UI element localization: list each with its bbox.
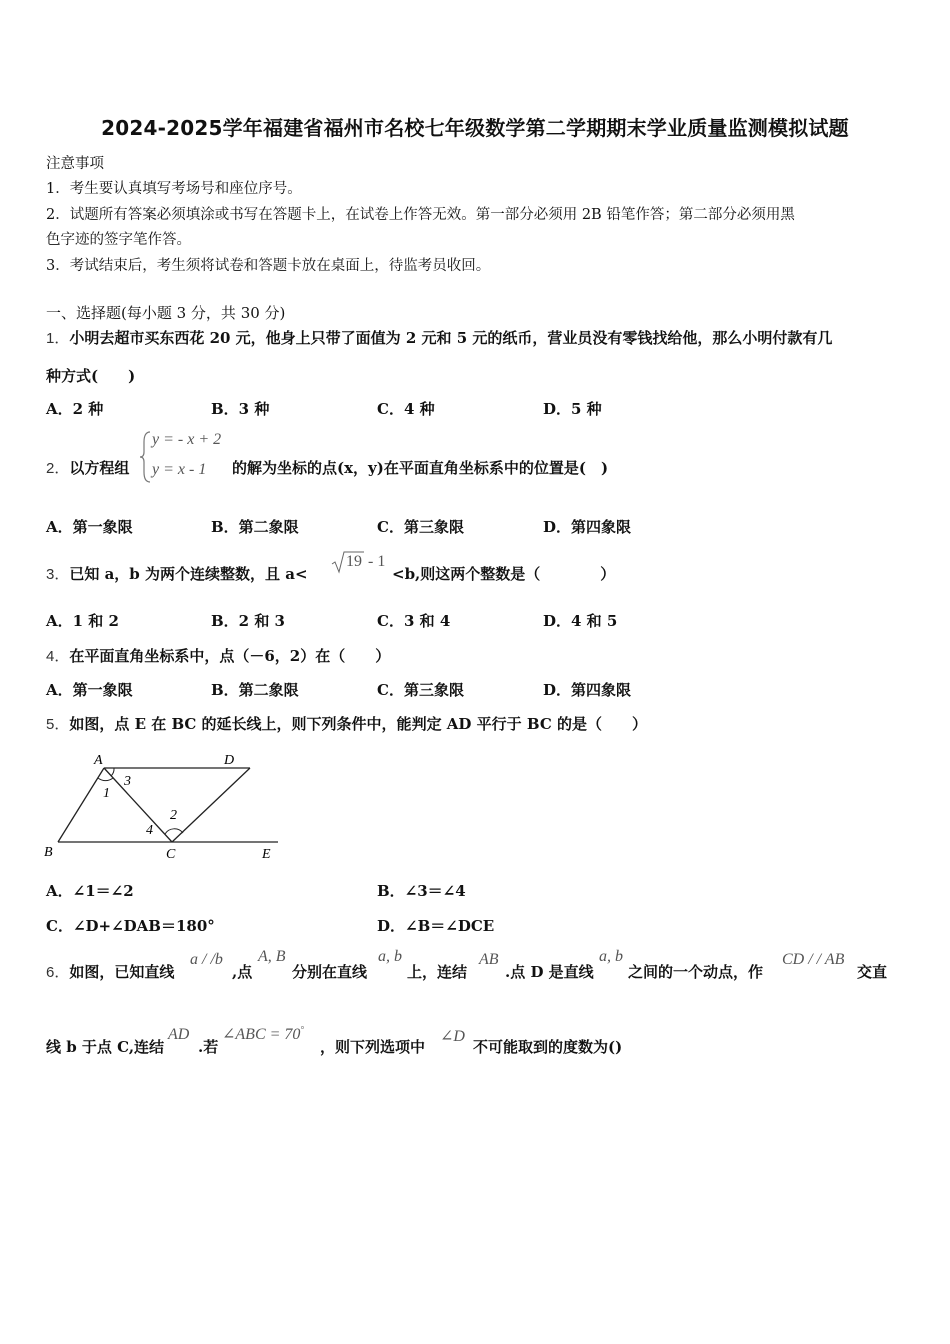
line-CD bbox=[172, 768, 250, 842]
question-1 bbox=[46, 327, 832, 348]
label-E: E bbox=[262, 847, 271, 862]
question-3 bbox=[46, 563, 308, 584]
q6-text-11: 不可能取到的度数为() bbox=[473, 1038, 623, 1056]
parallelogram-figure bbox=[40, 745, 290, 865]
question-2-pre: 以方程组 bbox=[69, 459, 130, 477]
q2-option-c[interactable]: C．第三象限 bbox=[377, 518, 464, 536]
degree-sign: ° bbox=[300, 1024, 305, 1035]
label-angle-3: 3 bbox=[124, 774, 131, 789]
question-number: 6． bbox=[46, 964, 70, 981]
arc-angle-3 bbox=[111, 768, 114, 776]
q3-option-c[interactable]: C．3 和 4 bbox=[377, 612, 451, 630]
q1-option-a[interactable]: A．2 种 bbox=[46, 400, 104, 418]
q6-math-angle-ABC-value: ∠ABC = 70 bbox=[222, 1026, 301, 1043]
question-6 bbox=[46, 961, 174, 982]
q1-option-b[interactable]: B．3 种 bbox=[211, 400, 270, 418]
arc-angle-2-4 bbox=[165, 829, 183, 834]
question-2-post: 的解为坐标的点(x，y)在平面直角坐标系中的位置是( ) bbox=[232, 459, 609, 477]
question-5-text: 如图，点 E 在 BC 的延长线上，则下列条件中，能判定 AD 平行于 BC 的是（ ） bbox=[69, 715, 647, 733]
q6-math-CD-parallel-AB: CD / / AB bbox=[782, 951, 845, 968]
q3-option-d[interactable]: D．4 和 5 bbox=[543, 612, 618, 630]
q6-text-5: .点 D 是直线 bbox=[505, 963, 594, 981]
q6-math-AB-points: A, B bbox=[258, 948, 286, 965]
q2-option-a[interactable]: A．第一象限 bbox=[46, 518, 133, 536]
q4-option-d[interactable]: D．第四象限 bbox=[543, 681, 632, 699]
label-D: D bbox=[224, 753, 235, 768]
q6-text-1: 如图，已知直线 bbox=[69, 963, 175, 981]
notice-item-2b: 色字迹的签字笔作答。 bbox=[46, 232, 191, 248]
q6-text-10: ，则下列选项中 bbox=[320, 1038, 426, 1056]
q2-option-b[interactable]: B．第二象限 bbox=[211, 518, 299, 536]
question-2 bbox=[46, 457, 129, 478]
q4-option-a[interactable]: A．第一象限 bbox=[46, 681, 133, 699]
question-number: 3． bbox=[46, 566, 70, 583]
q6-math-a-parallel-b: a / /b bbox=[190, 951, 223, 968]
question-5 bbox=[46, 713, 647, 734]
label-angle-4: 4 bbox=[146, 823, 153, 838]
equation-1: y = - x + 2 bbox=[152, 431, 222, 448]
q5-option-d[interactable]: D．∠B＝∠DCE bbox=[377, 917, 495, 935]
q6-math-angle-ABC bbox=[222, 1024, 304, 1044]
q1-option-d[interactable]: D．5 种 bbox=[543, 400, 602, 418]
notice-item-1: 1．考生要认真填写考场号和座位序号。 bbox=[46, 181, 302, 197]
q6-text-4: 上，连结 bbox=[407, 963, 468, 981]
label-angle-2: 2 bbox=[170, 808, 177, 823]
q6-text-8: 线 b 于点 C,连结 bbox=[46, 1038, 165, 1056]
line-AB bbox=[58, 768, 104, 842]
sqrt-minus-one: - 1 bbox=[368, 553, 386, 570]
question-number: 5． bbox=[46, 716, 70, 733]
question-4 bbox=[46, 645, 390, 666]
label-C: C bbox=[166, 847, 176, 862]
q6-text-7: 交直 bbox=[857, 963, 888, 981]
q6-text-9: .若 bbox=[198, 1038, 219, 1056]
label-B: B bbox=[44, 845, 53, 860]
label-angle-1: 1 bbox=[103, 786, 110, 801]
q6-math-ab-lines: a, b bbox=[378, 948, 402, 965]
section-heading: 一、选择题(每小题 3 分，共 30 分) bbox=[46, 304, 286, 322]
question-3-post: <b,则这两个整数是（ ） bbox=[392, 565, 616, 583]
arc-angle-1 bbox=[98, 778, 113, 781]
q5-option-b[interactable]: B．∠3＝∠4 bbox=[377, 882, 466, 900]
q4-option-c[interactable]: C．第三象限 bbox=[377, 681, 464, 699]
question-4-text: 在平面直角坐标系中，点（－6，2）在（ ） bbox=[69, 647, 391, 665]
notice-item-2a: 2．试题所有答案必须填涂或书写在答题卡上，在试卷上作答无效。第一部分必须用 2B 铅笔作答；第二部分必须用黑 bbox=[46, 207, 795, 223]
q2-option-d[interactable]: D．第四象限 bbox=[543, 518, 632, 536]
notice-heading: 注意事项 bbox=[46, 156, 104, 172]
question-number: 1． bbox=[46, 330, 70, 347]
q6-math-AD: AD bbox=[168, 1026, 190, 1043]
q3-option-a[interactable]: A．1 和 2 bbox=[46, 612, 119, 630]
q6-text-3: 分别在直线 bbox=[292, 963, 368, 981]
page-title: 2024-2025学年福建省福州市名校七年级数学第二学期期末学业质量监测模拟试题 bbox=[101, 116, 849, 140]
sqrt-radicand: 19 bbox=[346, 553, 362, 570]
q5-option-c[interactable]: C．∠D+∠DAB＝180° bbox=[46, 917, 215, 935]
question-number: 4． bbox=[46, 648, 70, 665]
q6-text-2: ,点 bbox=[232, 963, 253, 981]
notice-item-3: 3．考试结束后，考生须将试卷和答题卡放在桌面上，待监考员收回。 bbox=[46, 258, 491, 274]
q5-option-a[interactable]: A．∠1＝∠2 bbox=[46, 882, 134, 900]
question-number: 2． bbox=[46, 460, 70, 477]
label-A: A bbox=[94, 753, 103, 768]
question-1-line1: 小明去超市买东西花 20 元，他身上只带了面值为 2 元和 5 元的纸币，营业员没有零钱找给他，那么小明付款有几 bbox=[69, 329, 833, 347]
question-3-pre: 已知 a，b 为两个连续整数，且 a< bbox=[69, 565, 308, 583]
q4-option-b[interactable]: B．第二象限 bbox=[211, 681, 299, 699]
q6-math-AB: AB bbox=[479, 951, 499, 968]
q6-text-6: 之间的一个动点，作 bbox=[628, 963, 764, 981]
q6-math-ab-lines-2: a, b bbox=[599, 948, 623, 965]
question-1-line2: 种方式( ) bbox=[46, 367, 136, 385]
q1-option-c[interactable]: C．4 种 bbox=[377, 400, 435, 418]
q3-option-b[interactable]: B．2 和 3 bbox=[211, 612, 285, 630]
equation-2: y = x - 1 bbox=[152, 461, 207, 478]
line-AC bbox=[104, 768, 172, 842]
q6-math-angle-D: ∠D bbox=[440, 1028, 465, 1045]
